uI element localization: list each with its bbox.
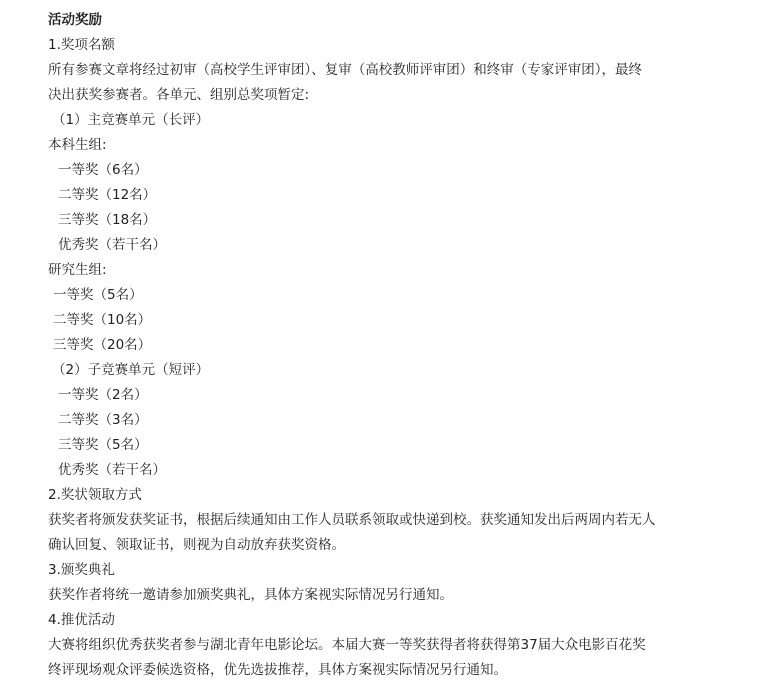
subheading-main-unit: （1）主竞赛单元（长评） xyxy=(52,112,210,128)
list-item: 一等奖（2名） xyxy=(58,387,148,403)
paragraph-line: 大赛将组织优秀获奖者参与湖北青年电影论坛。本届大赛一等奖获得者将获得第37届大众电影百花奖 xyxy=(48,637,646,653)
paragraph-line: 所有参赛文章将经过初审（高校学生评审团）、复审（高校教师评审团）和终审（专家评审团），最终 xyxy=(48,62,642,78)
page-title: 活动奖励 xyxy=(48,12,102,28)
section-title-ceremony: 3.颁奖典礼 xyxy=(48,562,115,578)
group-label-grad: 研究生组: xyxy=(48,262,107,278)
list-item: 二等奖（3名） xyxy=(58,412,148,428)
paragraph-line: 获奖作者将统一邀请参加颁奖典礼，具体方案视实际情况另行通知。 xyxy=(48,587,453,603)
section-title-recommendation: 4.推优活动 xyxy=(48,612,115,628)
list-item: 二等奖（12名） xyxy=(58,187,157,203)
list-item: 三等奖（20名） xyxy=(53,337,152,353)
section-title-certificate: 2.奖状领取方式 xyxy=(48,487,142,503)
group-label-undergrad: 本科生组: xyxy=(48,137,107,153)
list-item: 三等奖（5名） xyxy=(58,437,148,453)
section-title-award-quota: 1.奖项名额 xyxy=(48,37,115,53)
paragraph-line: 获奖者将颁发获奖证书，根据后续通知由工作人员联系领取或快递到校。获奖通知发出后两周内若无人 xyxy=(48,512,656,528)
list-item: 优秀奖（若干名） xyxy=(58,462,166,478)
subheading-sub-unit: （2）子竞赛单元（短评） xyxy=(52,362,210,378)
list-item: 一等奖（6名） xyxy=(58,162,148,178)
paragraph-line: 确认回复、领取证书，则视为自动放弃获奖资格。 xyxy=(48,537,345,553)
list-item: 优秀奖（若干名） xyxy=(58,237,166,253)
list-item: 三等奖（18名） xyxy=(58,212,157,228)
list-item: 一等奖（5名） xyxy=(53,287,143,303)
paragraph-line: 终评现场观众评委候选资格，优先选拔推荐，具体方案视实际情况另行通知。 xyxy=(48,662,507,678)
paragraph-line: 决出获奖参赛者。各单元、组别总奖项暂定: xyxy=(48,87,310,103)
list-item: 二等奖（10名） xyxy=(53,312,152,328)
